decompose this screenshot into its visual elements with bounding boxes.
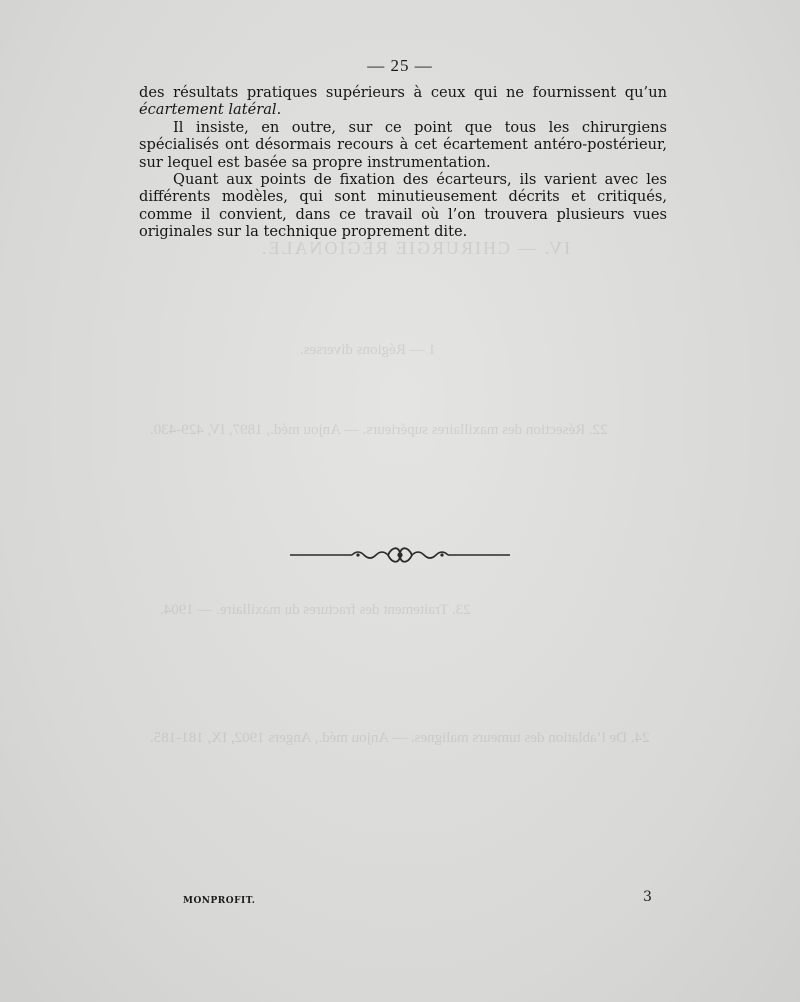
footer-author: MONPROFIT.: [183, 896, 256, 906]
signature-mark: 3: [643, 889, 652, 905]
bleed-through-line: 1 — Régions diverses.: [300, 342, 436, 358]
decorative-ornament: [290, 545, 510, 565]
page-number: — 25 —: [367, 56, 433, 75]
bleed-through-line: IV. — CHIRURGIE RÉGIONALE.: [260, 238, 571, 258]
paragraph-text: des résultats pratiques supérieurs à ceux qui ne fournissent qu’un: [139, 84, 667, 101]
paragraph: Il insiste, en outre, sur ce point que tous les chirurgiens spécialisés ont désormais recours à cet écartement antéro-postérieur, sur lequel est basée sa propre instrumentation.: [139, 118, 667, 171]
bleed-through-line: 23. Traitement des fractures du maxillaire. — 1904.: [160, 602, 471, 618]
bleed-through-line: 22. Résection des maxillaires supérieurs. — Anjou méd., 1897, IV, 429-430.: [150, 422, 608, 438]
paragraph-continuation: [139, 84, 667, 119]
paragraph: Quant aux points de fixation des écarteurs, ils varient avec les différents modèles, qui sont minutieusement décrits et critiqués, comme il convient, dans ce travail où l’on trouvera plusieurs vues originales sur la technique proprement dite.: [139, 171, 667, 241]
body-text: [139, 84, 667, 241]
paragraph-text: .: [276, 101, 282, 119]
italic-term: écartement latéral: [139, 101, 277, 119]
bleed-through-line: 24. De l’ablation des tumeurs malignes. — Anjou méd., Angers 1902, IX, 181-185.: [150, 730, 650, 746]
